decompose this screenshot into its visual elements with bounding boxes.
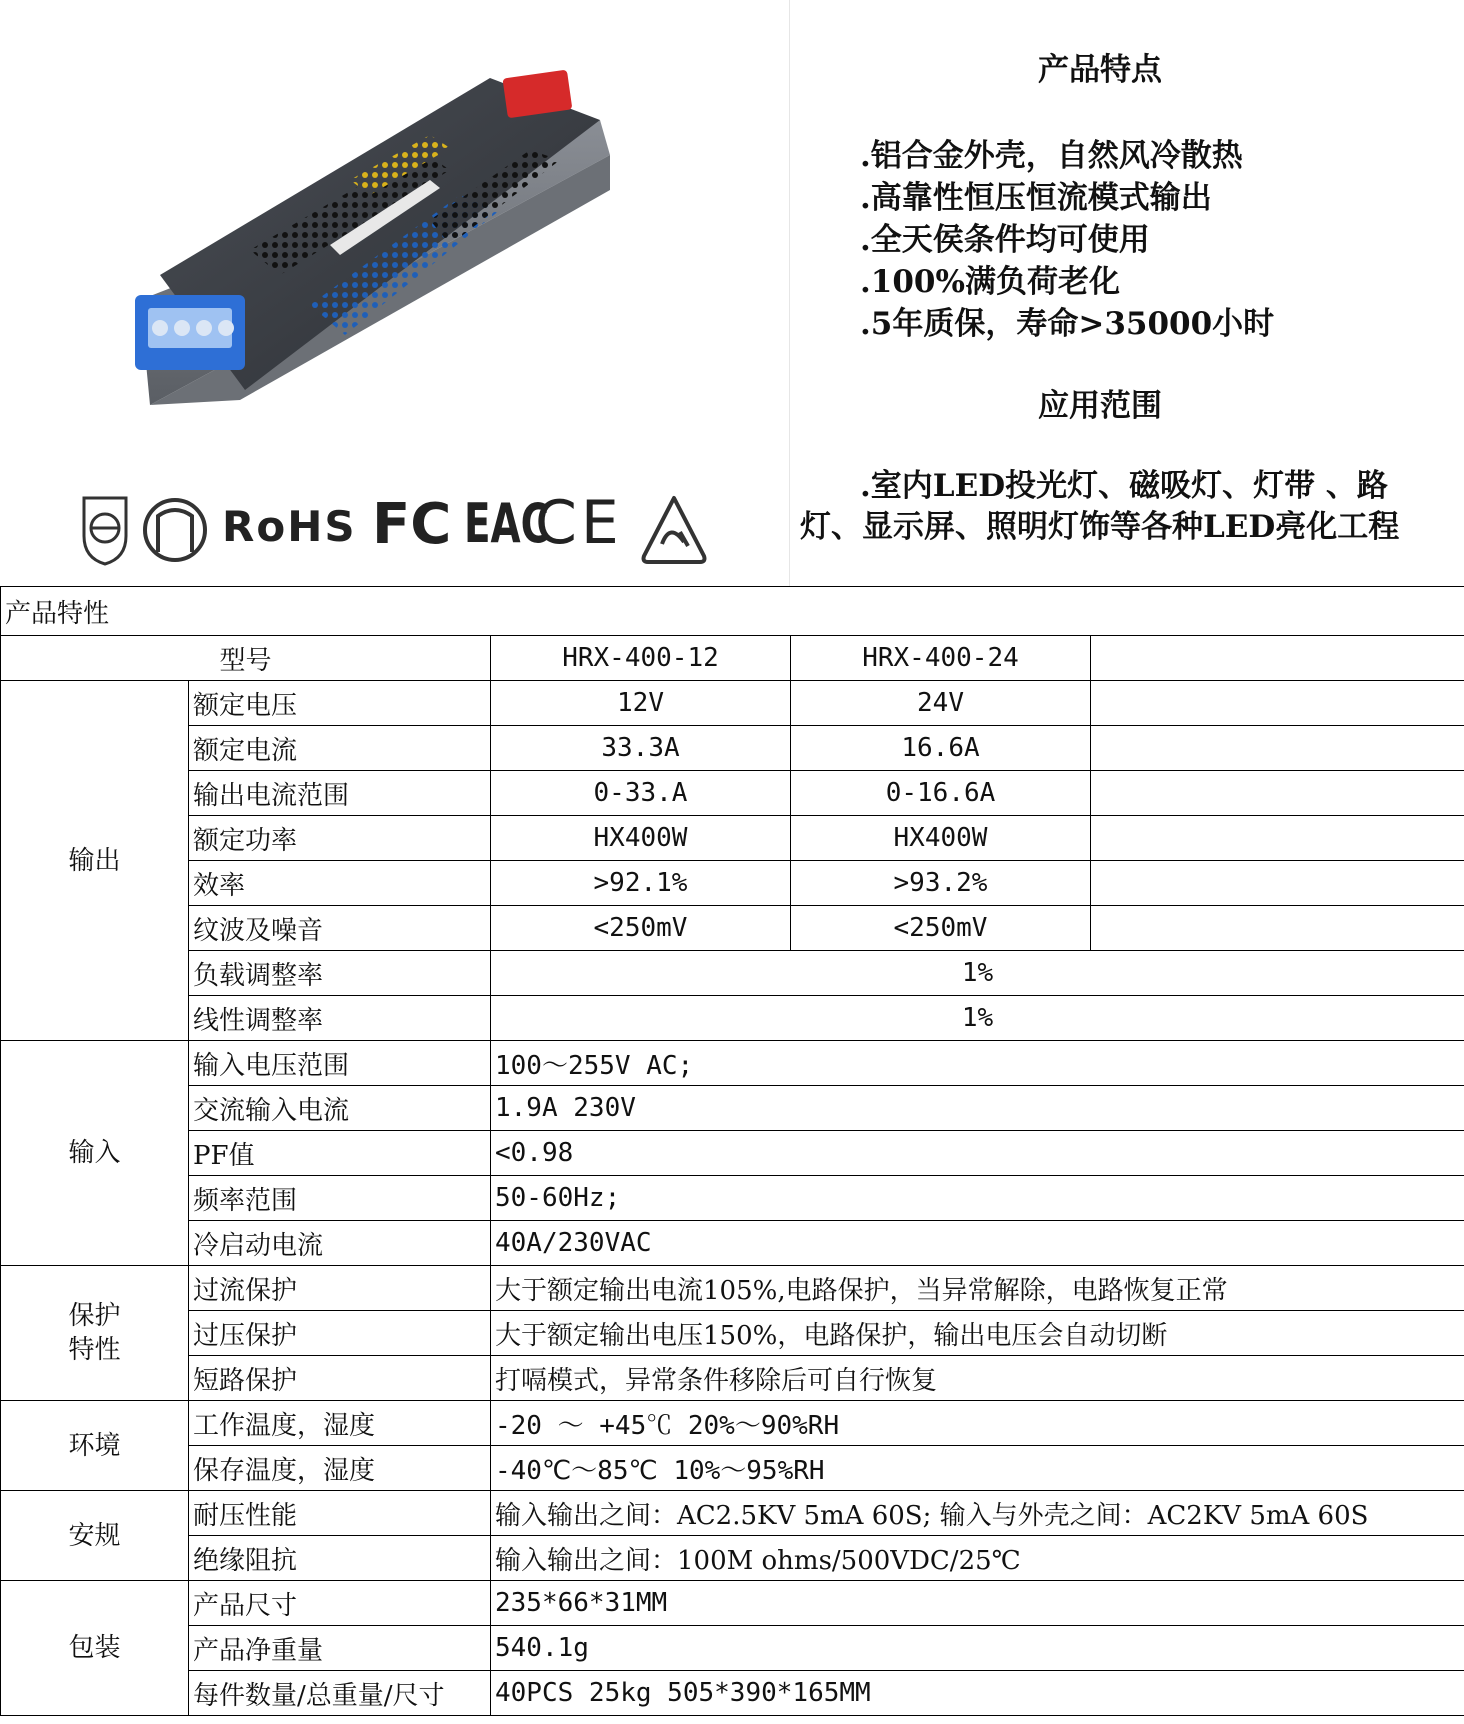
row-value: 100～255V AC; xyxy=(491,1041,1464,1086)
table-row xyxy=(1,951,1464,996)
feature-item: .5年质保，寿命>35000小时 xyxy=(860,306,1275,342)
row-value: <250mV xyxy=(791,906,1091,951)
model-label: 型号 xyxy=(1,636,491,681)
row-label: 额定电压 xyxy=(189,681,491,726)
features-column xyxy=(790,0,1464,586)
feature-item: .高靠性恒压恒流模式输出 xyxy=(860,180,1212,216)
application-title: 应用范围 xyxy=(1038,388,1162,424)
table-row xyxy=(1,1311,1464,1356)
row-label: 过压保护 xyxy=(189,1311,491,1356)
feature-item: .全天侯条件均可使用 xyxy=(860,222,1150,258)
table-row xyxy=(1,1086,1464,1131)
table-row xyxy=(1,1221,1464,1266)
row-label: PF值 xyxy=(189,1131,491,1176)
table-row xyxy=(1,996,1464,1041)
row-value: <0.98 xyxy=(491,1131,1464,1176)
row-value: >92.1% xyxy=(491,861,791,906)
product-image xyxy=(130,60,690,460)
empty-cell xyxy=(1091,816,1464,861)
row-value: 输入输出之间：100M ohms/500VDC/25℃ xyxy=(491,1536,1464,1581)
empty-cell xyxy=(1091,861,1464,906)
group-protection-line1: 保护 xyxy=(68,1301,121,1331)
table-row xyxy=(1,1266,1464,1311)
row-label: 额定电流 xyxy=(189,726,491,771)
row-label: 输入电压范围 xyxy=(189,1041,491,1086)
group-protection-line2: 特性 xyxy=(68,1335,121,1365)
group-environment: 环境 xyxy=(1,1401,189,1491)
row-value: 输入输出之间：AC2.5KV 5mA 60S; 输入与外壳之间：AC2KV 5mA 60S xyxy=(491,1491,1464,1536)
table-row xyxy=(1,1041,1464,1086)
group-protection xyxy=(1,1266,189,1401)
table-row xyxy=(1,1131,1464,1176)
row-value: 大于额定输出电压150%，电路保护，输出电压会自动切断 xyxy=(491,1311,1464,1356)
row-value: <250mV xyxy=(491,906,791,951)
row-label: 过流保护 xyxy=(189,1266,491,1311)
table-row xyxy=(1,816,1464,861)
row-label: 效率 xyxy=(189,861,491,906)
application-text: .室内LED投光灯、磁吸灯、灯带 、路灯、显示屏、照明灯饰等各种LED亮化工程 xyxy=(800,468,1400,545)
feature-item: .铝合金外壳，自然风冷散热 xyxy=(860,138,1243,174)
feature-item: .100%满负荷老化 xyxy=(860,264,1120,300)
row-value: 540.1g xyxy=(491,1626,1464,1671)
spec-table xyxy=(0,586,1464,1716)
model-cell: HRX-400-12 xyxy=(491,636,791,681)
fcc-logo: FC xyxy=(372,492,452,557)
empty-cell xyxy=(1091,636,1464,681)
table-row xyxy=(1,771,1464,816)
row-label: 负载调整率 xyxy=(189,951,491,996)
row-value: 235*66*31MM xyxy=(491,1581,1464,1626)
row-value: 12V xyxy=(491,681,791,726)
row-value: 24V xyxy=(791,681,1091,726)
table-row xyxy=(1,1536,1464,1581)
row-label: 短路保护 xyxy=(189,1356,491,1401)
empty-cell xyxy=(1091,726,1464,771)
eac-logo: EAC xyxy=(464,492,550,555)
empty-cell xyxy=(1091,681,1464,726)
row-value: 16.6A xyxy=(791,726,1091,771)
row-value: HX400W xyxy=(491,816,791,861)
row-value: 1.9A 230V xyxy=(491,1086,1464,1131)
row-label: 耐压性能 xyxy=(189,1491,491,1536)
group-safety: 安规 xyxy=(1,1491,189,1581)
table-row xyxy=(1,1581,1464,1626)
model-row xyxy=(1,636,1464,681)
row-value: 0-33.A xyxy=(491,771,791,816)
table-row xyxy=(1,1671,1464,1716)
table-row xyxy=(1,1401,1464,1446)
group-output: 输出 xyxy=(1,681,189,1041)
row-value: >93.2% xyxy=(791,861,1091,906)
row-label: 额定功率 xyxy=(189,816,491,861)
row-value: 打嗝模式，异常条件移除后可自行恢复 xyxy=(491,1356,1464,1401)
row-label: 产品尺寸 xyxy=(189,1581,491,1626)
row-value: -20 ～ +45℃ 20%～90%RH xyxy=(491,1401,1464,1446)
rcm-triangle-icon xyxy=(640,492,708,568)
row-label: 每件数量/总重量/尺寸 xyxy=(189,1671,491,1716)
row-label: 线性调整率 xyxy=(189,996,491,1041)
table-row xyxy=(1,726,1464,771)
table-row xyxy=(1,906,1464,951)
row-label: 输出电流范围 xyxy=(189,771,491,816)
row-value: 大于额定输出电流105%,电路保护，当异常解除，电路恢复正常 xyxy=(491,1266,1464,1311)
row-value: 40A/230VAC xyxy=(491,1221,1464,1266)
row-value: 1% xyxy=(491,951,1464,996)
row-label: 产品净重量 xyxy=(189,1626,491,1671)
row-value: 1% xyxy=(491,996,1464,1041)
ccc-shield-icon xyxy=(80,492,130,568)
table-caption-row xyxy=(1,587,1464,636)
row-value: 33.3A xyxy=(491,726,791,771)
table-caption: 产品特性 xyxy=(1,587,1464,636)
round-cert-icon xyxy=(142,492,208,568)
table-row xyxy=(1,1446,1464,1491)
row-label: 交流输入电流 xyxy=(189,1086,491,1131)
table-row xyxy=(1,681,1464,726)
row-label: 冷启动电流 xyxy=(189,1221,491,1266)
table-row xyxy=(1,1176,1464,1221)
group-input: 输入 xyxy=(1,1041,189,1266)
row-value: 40PCS 25kg 505*390*165MM xyxy=(491,1671,1464,1716)
table-row xyxy=(1,861,1464,906)
row-value: HX400W xyxy=(791,816,1091,861)
row-label: 保存温度，湿度 xyxy=(189,1446,491,1491)
empty-cell xyxy=(1091,906,1464,951)
row-label: 工作温度，湿度 xyxy=(189,1401,491,1446)
row-value: 0-16.6A xyxy=(791,771,1091,816)
empty-cell xyxy=(1091,771,1464,816)
row-label: 绝缘阻抗 xyxy=(189,1536,491,1581)
table-row xyxy=(1,1491,1464,1536)
model-cell: HRX-400-24 xyxy=(791,636,1091,681)
row-label: 频率范围 xyxy=(189,1176,491,1221)
row-value: 50-60Hz; xyxy=(491,1176,1464,1221)
rohs-logo: RoHS xyxy=(222,502,357,551)
ce-logo: CE xyxy=(535,488,623,558)
product-header xyxy=(0,0,1464,586)
table-row xyxy=(1,1356,1464,1401)
row-value: -40℃～85℃ 10%～95%RH xyxy=(491,1446,1464,1491)
row-label: 纹波及噪音 xyxy=(189,906,491,951)
features-title: 产品特点 xyxy=(1038,52,1162,88)
certification-logos xyxy=(80,488,720,568)
table-row xyxy=(1,1626,1464,1671)
group-packaging: 包装 xyxy=(1,1581,189,1716)
